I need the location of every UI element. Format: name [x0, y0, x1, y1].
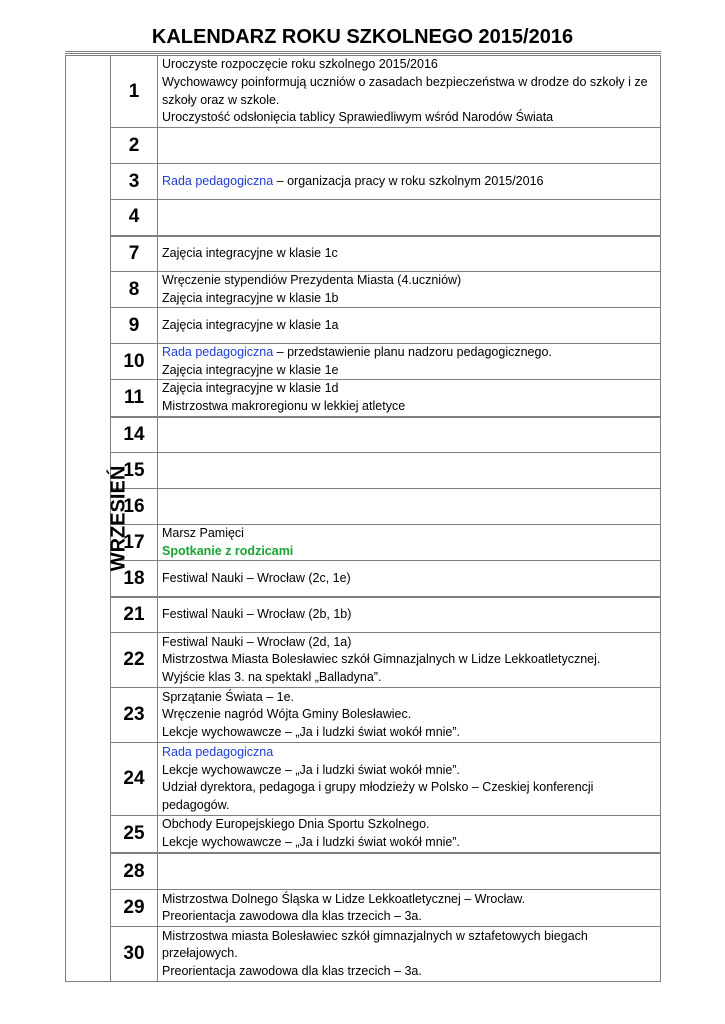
day-number: 11: [111, 380, 158, 417]
event-text: Zajęcia integracyjne w klasie 1a: [162, 317, 339, 332]
events-cell: [158, 308, 661, 344]
event-line: [162, 779, 656, 814]
event-text: Festiwal Nauki – Wrocław (2b, 1b): [162, 607, 352, 622]
day-number: 24: [111, 743, 158, 816]
events-cell: [158, 164, 661, 200]
events-cell: [158, 453, 661, 489]
calendar-row: [66, 272, 661, 308]
event-text: Zajęcia integracyjne w klasie 1b: [162, 290, 339, 305]
calendar-row: [66, 417, 661, 453]
events-cell: [158, 633, 661, 688]
event-line: [162, 173, 656, 191]
event-line: [162, 317, 656, 335]
event-line: [162, 963, 656, 981]
month-cell: [66, 56, 130, 982]
calendar-row: [66, 816, 661, 853]
event-line: [162, 816, 656, 834]
event-text: – przedstawienie planu nadzoru pedagogicznego.: [273, 345, 552, 360]
event-line: [162, 56, 656, 74]
event-text: Wręczenie stypendiów Prezydenta Miasta (4.uczniów): [162, 273, 462, 287]
event-text: Mistrzostwa miasta Bolesławiec szkół gimnazjalnych w sztafetowych biegach przełajowych.: [162, 928, 588, 961]
day-number: 17: [111, 525, 158, 561]
event-text: Lekcje wychowawcze – „Ja i ludzki świat wokół mnie”.: [162, 762, 461, 777]
calendar-row: [66, 853, 661, 890]
calendar-row: [66, 56, 661, 128]
event-line: [162, 724, 656, 742]
event-text: Sprzątanie Świata – 1e.: [162, 689, 295, 704]
rada-pedagogiczna-label: Rada pedagogiczna: [162, 345, 274, 360]
events-cell: [158, 489, 661, 525]
events-cell: [158, 236, 661, 272]
events-cell: [158, 688, 661, 743]
calendar-row: [66, 128, 661, 164]
event-line: [162, 928, 656, 963]
day-number: 30: [111, 927, 158, 982]
event-text: Mistrzostwa Dolnego Śląska w Lidze Lekkoatletycznej – Wrocław.: [162, 891, 526, 906]
event-line: [162, 891, 656, 909]
event-line: [162, 762, 656, 780]
day-number: 18: [111, 561, 158, 597]
day-number: 23: [111, 688, 158, 743]
day-number: 28: [111, 853, 158, 890]
event-line: [162, 706, 656, 724]
event-text: Obchody Europejskiego Dnia Sportu Szkolnego.: [162, 817, 430, 832]
calendar-body: [66, 56, 661, 982]
calendar-row: [66, 200, 661, 236]
event-text: Zajęcia integracyjne w klasie 1e: [162, 362, 339, 377]
calendar-row: [66, 489, 661, 525]
event-line: [162, 525, 656, 543]
events-cell: [158, 927, 661, 982]
event-text: Preorientacja zawodowa dla klas trzecich – 3a.: [162, 964, 422, 979]
calendar-row: [66, 633, 661, 688]
event-line: [162, 651, 656, 669]
day-number: 2: [111, 128, 158, 164]
calendar-row: [66, 453, 661, 489]
rada-pedagogiczna-label: Rada pedagogiczna: [162, 745, 274, 760]
events-cell: [158, 56, 661, 128]
event-line: [162, 245, 656, 263]
day-number: 16: [111, 489, 158, 525]
events-cell: [158, 561, 661, 597]
calendar-row: [66, 890, 661, 927]
page-title: KALENDARZ ROKU SZKOLNEGO 2015/2016: [151, 26, 574, 48]
events-cell: [158, 816, 661, 853]
day-number: 15: [111, 453, 158, 489]
event-line: [162, 543, 656, 561]
event-text: Wyjście klas 3. na spektakl „Balladyna”.: [162, 670, 382, 685]
calendar-row: [66, 743, 661, 816]
event-text: Uroczyste rozpoczęcie roku szkolnego 2015/2016: [162, 57, 438, 72]
event-line: [162, 290, 656, 308]
events-cell: [158, 344, 661, 380]
day-number: 8: [111, 272, 158, 308]
event-text: Udział dyrektora, pedagoga i grupy młodzieży w Polsko – Czeskiej konferencji pedagogów.: [162, 780, 594, 812]
day-number: 7: [111, 236, 158, 272]
events-cell: [158, 128, 661, 164]
day-number: 4: [111, 200, 158, 236]
event-line: [162, 272, 656, 290]
day-number: 22: [111, 633, 158, 688]
event-line: [162, 669, 656, 687]
event-line: [162, 362, 656, 380]
events-cell: [158, 525, 661, 561]
calendar-row: [66, 597, 661, 633]
event-text: Festiwal Nauki – Wrocław (2d, 1a): [162, 634, 352, 649]
calendar-row: [66, 927, 661, 982]
event-line: [162, 908, 656, 926]
event-line: [162, 398, 656, 416]
events-cell: [158, 743, 661, 816]
calendar-row: [66, 380, 661, 417]
calendar-row: [66, 688, 661, 743]
events-cell: [158, 417, 661, 453]
day-number: 14: [111, 417, 158, 453]
event-line: [162, 109, 656, 127]
day-number: 9: [111, 308, 158, 344]
events-cell: [158, 380, 661, 417]
event-text: Zajęcia integracyjne w klasie 1c: [162, 245, 338, 260]
event-line: [162, 570, 656, 588]
calendar-row: [66, 236, 661, 272]
event-text: Wychowawcy poinformują uczniów o zasadach bezpieczeństwa w drodze do szkoły i ze szkoły oraz w szkole.: [162, 74, 648, 107]
event-text: Wręczenie nagród Wójta Gminy Bolesławiec.: [162, 707, 412, 722]
day-number: 21: [111, 597, 158, 633]
event-text: Mistrzostwa makroregionu w lekkiej atletyce: [162, 398, 406, 413]
calendar-table: [65, 55, 661, 982]
day-number: 3: [111, 164, 158, 200]
calendar-row: [66, 561, 661, 597]
rada-pedagogiczna-label: Rada pedagogiczna: [162, 173, 274, 188]
event-line: [162, 380, 656, 398]
calendar-row: [66, 344, 661, 380]
event-text: Lekcje wychowawcze – „Ja i ludzki świat wokół mnie”.: [162, 725, 461, 740]
event-line: [162, 634, 656, 652]
events-cell: [158, 890, 661, 927]
event-text: Preorientacja zawodowa dla klas trzecich – 3a.: [162, 909, 422, 924]
parents-meeting-label: Spotkanie z rodzicami: [162, 543, 294, 558]
event-line: [162, 744, 656, 762]
events-cell: [158, 200, 661, 236]
event-text: Lekcje wychowawcze – „Ja i ludzki świat wokół mnie”.: [162, 835, 461, 849]
day-number: 1: [111, 56, 158, 128]
day-number: 29: [111, 890, 158, 927]
event-line: [162, 74, 656, 109]
month-label: WRZESIEŃ: [107, 465, 130, 572]
title-divider: [65, 51, 661, 54]
event-text: Uroczystość odsłonięcia tablicy Sprawiedliwym wśród Narodów Świata: [162, 110, 554, 125]
calendar-row: [66, 308, 661, 344]
events-cell: [158, 853, 661, 890]
day-number: 10: [111, 344, 158, 380]
event-line: [162, 606, 656, 624]
event-text: Marsz Pamięci: [162, 526, 244, 541]
event-text: Zajęcia integracyjne w klasie 1d: [162, 381, 339, 396]
event-text: Festiwal Nauki – Wrocław (2c, 1e): [162, 570, 351, 585]
events-cell: [158, 597, 661, 633]
event-line: [162, 689, 656, 707]
day-number: 25: [111, 816, 158, 853]
calendar-row: [66, 164, 661, 200]
event-text: – organizacja pracy w roku szkolnym 2015/2016: [273, 173, 544, 188]
event-text: Mistrzostwa Miasta Bolesławiec szkół Gimnazjalnych w Lidze Lekkoatletycznej.: [162, 652, 601, 667]
event-line: [162, 834, 656, 852]
calendar-row: [66, 525, 661, 561]
events-cell: [158, 272, 661, 308]
event-line: [162, 344, 656, 362]
